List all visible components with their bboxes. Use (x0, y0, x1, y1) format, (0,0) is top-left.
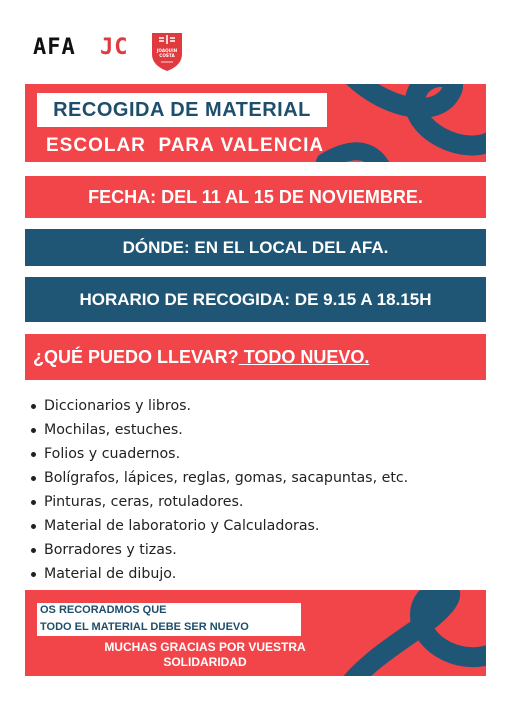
bullet-icon (31, 428, 36, 433)
items-list (28, 396, 488, 588)
note-line1: OS RECORADMOS QUE (40, 604, 167, 616)
brand-afa: AFA (33, 35, 76, 60)
list-item: Borradores y tizas. (28, 540, 488, 564)
bullet-icon (31, 404, 36, 409)
list-item: Folios y cuadernos. (28, 444, 488, 468)
brand-jc: JC (100, 35, 129, 60)
list-item: Material de dibujo. (28, 564, 488, 588)
location-bar: DÓNDE: EN EL LOCAL DEL AFA. (25, 229, 486, 266)
schedule-bar: HORARIO DE RECOGIDA: DE 9.15 A 18.15H (25, 277, 486, 322)
thanks-line1: MUCHAS GRACIAS POR VUESTRA (104, 640, 306, 654)
thanks-line2: SOLIDARIDAD (163, 655, 247, 669)
list-item: Material de laboratorio y Calculadoras. (28, 516, 488, 540)
bullet-icon (31, 524, 36, 529)
page-title-line2: ESCOLAR PARA VALENCIA (46, 135, 325, 156)
list-item: Pinturas, ceras, rotuladores. (28, 492, 488, 516)
date-bar: FECHA: DEL 11 AL 15 DE NOVIEMBRE. (25, 176, 486, 218)
page-title-line1: RECOGIDA DE MATERIAL (53, 99, 311, 121)
school-crest-logo (149, 30, 185, 72)
bullet-icon (31, 500, 36, 505)
question-text (33, 334, 369, 380)
bullet-icon (31, 572, 36, 577)
svg-text:JOAQUIN: JOAQUIN (156, 48, 178, 53)
question-label: ¿QUÉ PUEDO LLEVAR? (33, 347, 239, 367)
note-line2: TODO EL MATERIAL DEBE SER NUEVO (40, 621, 249, 633)
bullet-icon (31, 548, 36, 553)
list-item: Mochilas, estuches. (28, 420, 488, 444)
bullet-icon (31, 476, 36, 481)
list-item: Diccionarios y libros. (28, 396, 488, 420)
list-item: Bolígrafos, lápices, reglas, gomas, sacapuntas, etc. (28, 468, 488, 492)
bullet-icon (31, 452, 36, 457)
question-answer: TODO NUEVO. (238, 347, 370, 367)
svg-text:COSTA: COSTA (159, 53, 175, 58)
